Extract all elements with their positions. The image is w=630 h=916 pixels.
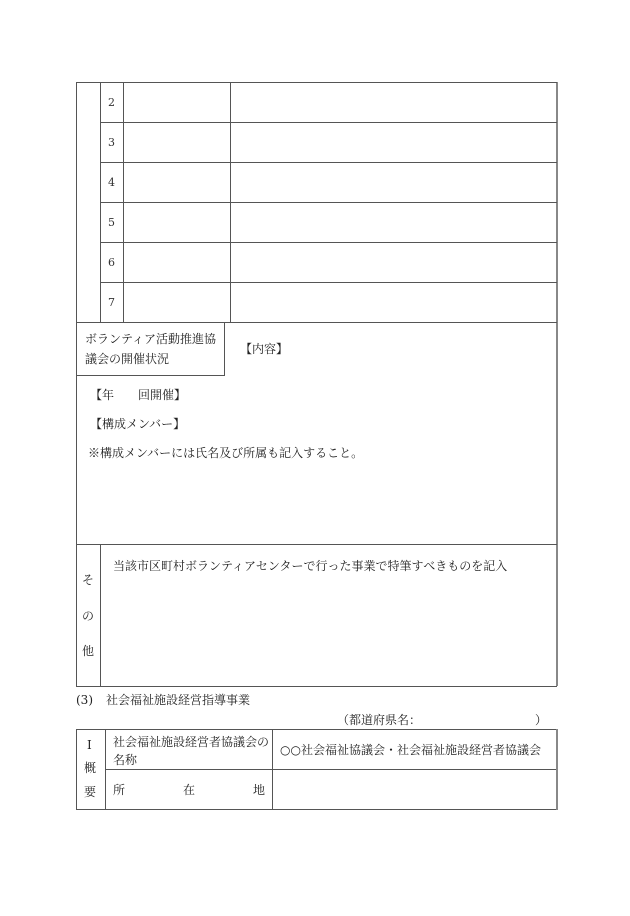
address-label-char: 所: [113, 783, 126, 797]
overview-left-border: [76, 729, 77, 810]
other-instruction: 当該市区町村ボランティアセンターで行った事業で特筆すべきものを記入: [113, 559, 508, 573]
content-cell[interactable]: [231, 243, 555, 281]
org-name-label-line2: 名称: [113, 753, 138, 767]
overview-side-col-right: [105, 729, 106, 810]
address-label-char: 在: [183, 783, 196, 797]
other-label-char: 他: [82, 644, 95, 658]
other-content-area[interactable]: [101, 580, 555, 684]
address-label-char: 地: [253, 783, 266, 797]
council-content-area[interactable]: [77, 465, 555, 543]
section-title: 社会福祉施設経営指導事業: [106, 693, 251, 707]
other-label-char: の: [82, 609, 95, 623]
org-name-value[interactable]: ○○社会福祉協議会・社会福祉施設経営者協議会: [280, 743, 541, 757]
table-left-border: [76, 82, 77, 686]
name-cell[interactable]: [124, 243, 229, 281]
name-cell[interactable]: [124, 163, 229, 201]
members-label: 【構成メンバー】: [90, 417, 186, 431]
name-cell[interactable]: [124, 123, 229, 161]
council-label-line2: 議会の開催状況: [85, 352, 170, 366]
row-number: 3: [108, 136, 115, 149]
name-cell[interactable]: [124, 83, 229, 121]
label-box-right: [224, 322, 225, 375]
other-label-char: そ: [82, 573, 95, 587]
overview-bottom-border: [76, 809, 557, 810]
row-number: 4: [108, 176, 115, 189]
content-cell[interactable]: [231, 283, 555, 321]
content-cell[interactable]: [231, 203, 555, 241]
name-cell[interactable]: [124, 203, 229, 241]
row-divider: [76, 322, 557, 323]
row-number: 5: [108, 216, 115, 229]
table-right-border: [556, 82, 558, 686]
overview-side-label: 概: [84, 761, 97, 775]
content-label: 【内容】: [240, 342, 289, 356]
overview-right-border: [556, 729, 558, 810]
annual-meetings-label[interactable]: 【年 回開催】: [90, 388, 187, 402]
row-number: 6: [108, 256, 115, 269]
overview-side-label: 要: [84, 785, 97, 799]
overview-side-label: Ⅰ: [87, 738, 92, 752]
members-note: ※構成メンバーには氏名及び所属も記入すること。: [88, 446, 364, 460]
address-value[interactable]: [273, 770, 555, 808]
content-cell[interactable]: [231, 123, 555, 161]
council-label-line1: ボランティア活動推進協: [85, 332, 217, 346]
prefecture-label[interactable]: （都道府県名： ）: [337, 713, 548, 727]
row-number: 2: [108, 96, 115, 109]
section-divider: [76, 544, 557, 545]
table-bottom-border: [76, 686, 557, 687]
section-number: (3): [76, 693, 93, 707]
org-name-label-line1: 社会福祉施設経営者協議会の: [113, 735, 270, 749]
label-box-bottom: [76, 375, 225, 376]
name-cell[interactable]: [124, 283, 229, 321]
content-cell[interactable]: [231, 83, 555, 121]
overview-top-border: [76, 729, 557, 730]
row-number: 7: [108, 296, 115, 309]
content-cell[interactable]: [231, 163, 555, 201]
